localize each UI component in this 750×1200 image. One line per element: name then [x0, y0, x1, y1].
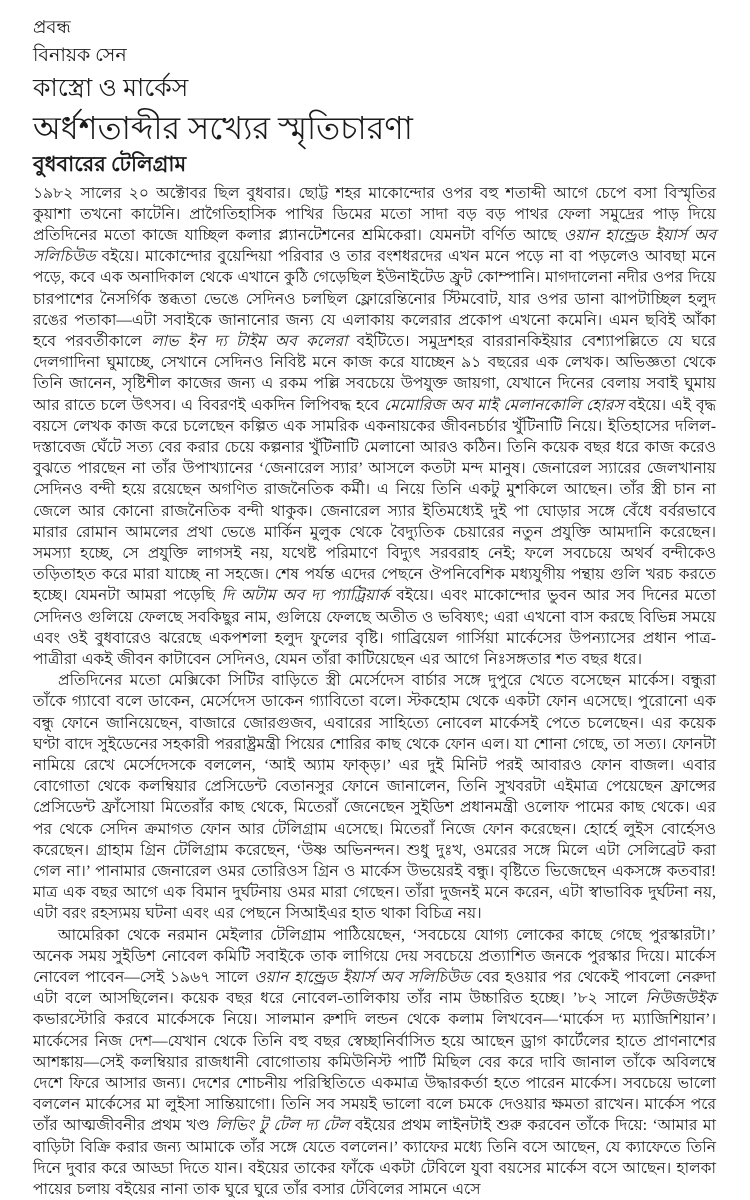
author-name: বিনায়ক সেন — [33, 45, 127, 66]
text-run: বের হওয়ার পর থেকেই পাবলো নেরুদা এটা বলে আসছিলেন। কয়েক বছর ধরে নোবেল-তালিকায় তাঁর নাম উচ্চারিত হচ্ছে। ’৮২ সালে — [33, 969, 717, 1008]
text-run: কভারস্টোরি করবে মার্কেসকে নিয়ে। সালমান রুশদি লন্ডন থেকে কলাম লিখবেন—‘মার্কেস দ্য ম্যাজিশিয়ান’। মার্কেসের নিজ দেশ—যেখান থেকে তিনি বহু বছর স্বেচ্ছানির্বাসিত হয়ে আছেন ড্রাগ কার্টেলের হাতে প্রাণনাশের আশঙ্কায়—সেই কলম্বিয়ার রাজধানী বোগোতায় কমিউনিস্ট পার্টি মিছিল বের করে দাবি জানাল তাঁকে অবিলম্বে দেশে ফিরে আসার জন্য। দেশের শোচনীয় পরিস্থিতিতে একমাত্র উদ্ধারকর্তা হতে পারেন মার্কেস। সবচেয়ে ভালো বললেন মার্কেসের মা লুইসা সান্তিয়াগো। তিনি সব সময়ই ভালো বলে চমকে দেওয়ার ক্ষমতা রাখেন। মার্কেস পরে তাঁর আত্মজীবনীর প্রথম খণ্ড — [33, 1011, 716, 1135]
article-header — [33, 14, 716, 179]
book-title: নিউজউইক — [645, 990, 716, 1008]
text-run: প্রতিদিনের মতো মেক্সিকো সিটির বাড়িতে স্ত্রী মের্সেদেস বার্চার সঙ্গে দুপুরে খেতে বসেছেন মার্কেস। বন্ধুরা তাঁকে গ্যাবো বলে ডাকেন, মের্সেদেস ডাকেন গ্যাবিতো বলে। স্টকহোম থেকে একটা ফোন এসেছে। পুরোনো এক বন্ধু ফোনে জানিয়েছেন, বাজারে জোরগুজব, এবারের সাহিত্যে নোবেল মার্কেসই পেতে চলেছেন। এর কয়েক ঘণ্টা বাদে সুইডেনের সহকারী পররাষ্ট্রমন্ত্রী পিয়ের শোরির কাছ থেকে ফোন এল। যা শোনা গেছে, তা সত্য। ফোনটা নামিয়ে রেখে মের্সেদেসকে বললেন, ‘আই অ্যাম ফাক্‌ড়।’ এর দুই মিনিট পরই আবারও ফোন বাজল। এবার বোগোতা থেকে কলম্বিয়ার প্রেসিডেন্ট বেতানসুর ফোনে জানালেন, তিনি সুখবরটা এইমাত্র পেয়েছেন ফ্রান্সের প্রেসিডেন্ট ফ্রাঁসোয়া মিতেরাঁর কাছ থেকে, মিতেরাঁ জেনেছেন সুইডিশ প্রধানমন্ত্রী ওলোফ পামের কাছ থেকে। এর পর থেকে সেদিন ক্রমাগত ফোন আর টেলিগ্রাম এসেছে। মিতেরাঁ নিজে ফোন করেছেন। হোর্হে লুইস বোর্হেসও করেছেন। গ্রাহাম গ্রিন টেলিগ্রাম করেছেন, ‘উষ্ণ অভিনন্দন। শুধু দুঃখ, ওমরের সঙ্গে মিলে এটা সেলিব্রেট করা গেল না।’ পানামার জেনারেল ওমর তোরিওস গ্রিন ও মার্কেস উভয়েরই বন্ধু। বৃষ্টিতে ভিজেছেন একসঙ্গে কতবার! মাত্র এক বছর আগে এক বিমান দুর্ঘটনায় ওমর মারা গেছেন। তাঁরা দুজনই মনে করেন, এটা স্বাভাবিক দুর্ঘটনা নয়, এটা বরং রহস্যময় ঘটনা এবং এর পেছনে সিআইএর হাত থাকা বিচিত্র নয়। — [33, 672, 716, 923]
text-run: ১৯৮২ সালের ২০ অক্টোবর ছিল বুধবার। ছোট্ট শহর মাকোন্দোর ওপর বহু শতাব্দী আগে চেপে বসা বিস্মৃতির কুয়াশা তখনো কাটেনি। প্রাগৈতিহাসিক পাখির ডিমের মতো সাদা বড় বড় পাথর ফেলা সমুদ্রের পাড় দিয়ে প্রতিদিনের মতো কাজে যাচ্ছিল কলার প্ল্যানটেশনের শ্রমিকেরা। যেমনটা বর্ণিত আছে — [33, 184, 716, 244]
page-title: অর্ধশতাব্দীর সখ্যের স্মৃতিচারণা — [33, 109, 413, 146]
text-run: বইয়ে। এই বৃদ্ধ বয়সে লেখক কাজ করে চলেছেন কল্পিত এক সামরিক একনায়কের জীবনচর্চার খুঁটিনাটি নিয়ে। ইতিহাসের দলিল-দস্তাবেজ ঘেঁটে সত্য বের করার চেয়ে কল্পনার খুঁটিনাটি মেলানো আরও কঠিন। তিনি কয়েক বছর ধরে কাজ করেও বুঝতে পারছেন না তাঁর উপাখ্যানের ‘জেনারেল স্যার’ আসলে কতটা মন্দ মানুষ। জেনারেল স্যারের জেলখানায় সেদিনও বন্দী হয়ে রয়েছেন অগণিত রাজনৈতিক কর্মী। এ নিয়ে তিনি একটু মুশকিলে আছেন। তাঁর স্ত্রী চান না জেলে আর কোনো রাজনৈতিক বন্দী থাকুক। জেনারেল স্যার ইতিমধ্যেই দুই পা ঘোড়ার সঙ্গে বেঁধে বর্বরভাবে মারার রোমান আমলের প্রথা ভেঙে মার্কিন মুলুক থেকে বৈদ্যুতিক চেয়ারের নতুন প্রযুক্তি আমদানি করেছেন। সমস্যা হচ্ছে, সে প্রযুক্তি লাগসই নয়, যথেষ্ট পরিমাণে বিদ্যুৎ সরবরাহ নেই; ফলে সবচেয়ে অথর্ব বন্দীকেও তড়িতাহত করে মারা যাচ্ছে না সহজে। শেষ পর্যন্ত এদের পেছনে ঔপনিবেশিক মধ্যযুগীয় পন্থায় গুলি খরচ করতে হচ্ছে। যেমনটা আমরা পড়েছি — [33, 396, 716, 605]
text-run: বইয়ের প্রথম লাইনটাই শুরু করবেন তাঁকে দিয়ে: ‘আমার মা বাড়িটা বিক্রি করার জন্য আমাকে তাঁর সঙ্গে যেতে বললেন।’ ক্যাফের মধ্যে তিনি বসে আছেন, যে ক্যাফেতে তিনি দিনে দুবার করে আড্ডা দিতে যান। বইয়ের তাকের ফাঁকে একটা টেবিলে যুবা বয়সের মার্কেস বসে আছেন। হালকা পায়ের চলায় বইয়ের নানা তাক ঘুরে ঘুরে তাঁর বসার টেবিলের সামনে এসে — [33, 1117, 717, 1199]
text-run: বইটিতে। সমুদ্রশহর বাররানকিইয়ার বেশ্যাপল্লিতে যে ঘরে দেলগাদিনা ঘুমাচ্ছে, সেখানে সেদিনও নিবিষ্ট মনে কাজ করে যাচ্ছেন ৯১ বছরের এক লেখক। অভিজ্ঞতা থেকে তিনি জানেন, সৃষ্টিশীল কাজের জন্য এ রকম পল্লি সবচেয়ে উপযুক্ত জায়গা, যেখানে দিনের বেলায় সবাই ঘুমায় আর রাতে চলে উৎসব। এ বিবরণই একদিন লিপিবদ্ধ হবে — [33, 332, 716, 414]
paragraph — [33, 183, 716, 671]
book-title: ওয়ান হান্ড্রেড ইয়ার্স অব সলিচিউড — [254, 969, 471, 987]
section-heading: বুধবারের টেলিগ্রাম — [33, 152, 187, 177]
book-title: লাভ ইন দ্য টাইম অব কলেরা — [151, 332, 348, 350]
book-title: দি অটাম অব দ্য প্যাট্রিয়ার্ক — [221, 587, 390, 605]
book-title: মেমোরিজ অব মাই মেলানকোলি হোরস — [384, 396, 624, 414]
text-run: আমেরিকা থেকে নরমান মেইলার টেলিগ্রাম পাঠিয়েছেন, ‘সবচেয়ে যোগ্য লোকের কাছে গেছে পুরস্কারটা।’ অনেক সময় সুইডিশ নোবেল কমিটি সবাইকে তাক লাগিয়ে দেয় সবচেয়ে প্রত্যাশিত জনকে পুরস্কার দিয়ে। মার্কেস নোবেল পাবেন—সেই ১৯৬৭ সালে — [33, 926, 716, 987]
kicker: প্রবন্ধ — [33, 17, 71, 37]
paragraph — [33, 670, 716, 924]
paragraph — [33, 925, 716, 1200]
book-title: ওয়ান হান্ড্রেড ইয়ার্স অব সলিচিউড — [33, 226, 716, 266]
article-body — [33, 183, 716, 1200]
text-run: বইয়ে। এবং মাকোন্দোর ভুবন আর সব দিনের মতো সেদিনও গুলিয়ে ফেলছে সবকিছুর নাম, গুলিয়ে ফেলছে অতীত ও ভবিষ্যৎ; এরা এখনো বাস করছে বিভিন্ন সময়ে এবং ওই বুধবারেও ঝরেছে একপশলা হলুদ ফুলের বৃষ্টি। গাব্রিয়েল গার্সিয়া মার্কেসের উপন্যাসের প্রধান পাত্র-পাত্রীরা একই জীবন কাটাবেন সেদিনও, যেমন তাঁরা কাটিয়েছেন এর আগে নিঃসঙ্গতার শত বছর ধরে। — [33, 587, 716, 668]
text-run: বইয়ে। মাকোন্দোর বুয়েন্দিয়া পরিবার ও তার বংশধরদের এখন মনে পড়ে না বা পড়লেও আবছা মনে পড়ে, কবে এক অনাদিকাল থেকে এখানে কুঠি গেড়েছিল ইউনাইটেড ফ্রুট কোম্পানি। মাগদালেনা নদীর ওপর দিয়ে চারপাশের নৈসর্গিক স্তব্ধতা ভেঙে সেদিনও চলছিল ফ্লোরেন্তিনোর স্টিমবোট, যার ওপর ডানা ঝাপটাচ্ছিল হলুদ রঙের পতাকা—এটা সবাইকে জানানোর জন্য যে এলাকায় কলেরার প্রকোপ এখনো কমেনি। এমন ছবিই আঁকা হবে পরবর্তীকালে — [33, 248, 716, 350]
overtitle: কাস্ত্রো ও মার্কেস — [33, 75, 189, 103]
book-title: লিভিং টু টেল দ্য টেল — [215, 1117, 350, 1135]
